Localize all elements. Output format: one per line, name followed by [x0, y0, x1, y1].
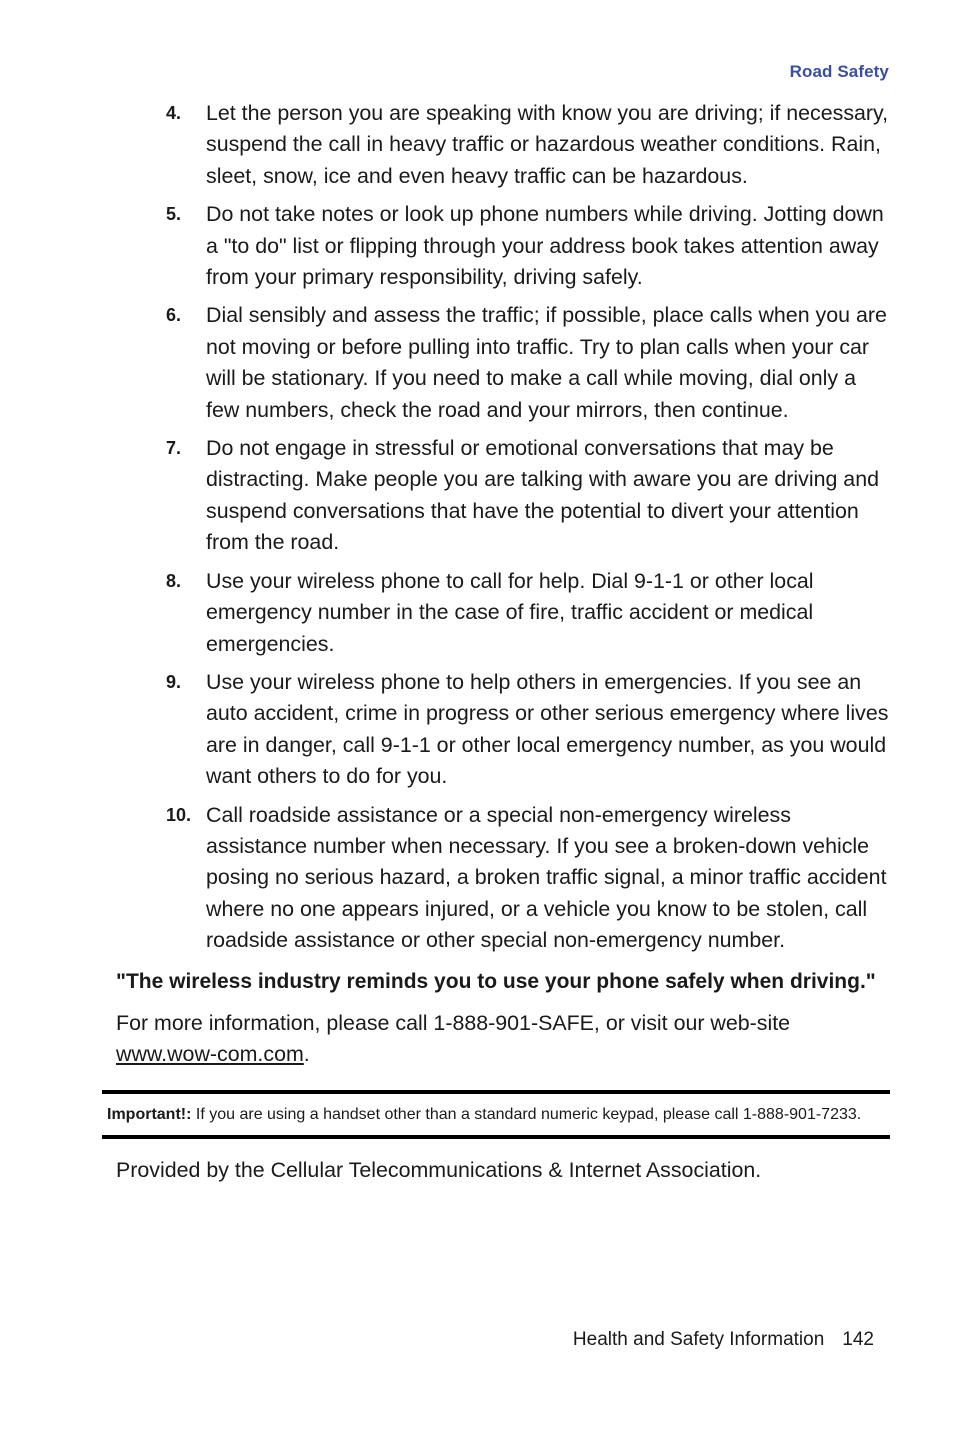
section-header: Road Safety [789, 62, 889, 81]
list-item-text: Dial sensibly and assess the traffic; if possible, place calls when you are not moving or before pulling into traffic. Try to plan calls when your car will be stationary. If you need to make a call while moving, dial only a few numbers, check the road and your mirrors, then continue. [206, 303, 887, 422]
list-item-number: 7. [166, 438, 182, 459]
important-note [107, 1104, 897, 1126]
page-footer [573, 1327, 874, 1353]
more-info-paragraph [116, 1008, 876, 1071]
list-item [166, 800, 891, 957]
list-item [166, 300, 891, 426]
list-item-number: 10. [166, 804, 192, 825]
important-text: If you are using a handset other than a standard numeric keypad, please call 1-888-901-7233. [191, 1106, 862, 1123]
list-item [166, 667, 891, 793]
industry-tagline: "The wireless industry reminds you to use your phone safely when driving." [116, 970, 876, 993]
more-info-period: . [303, 1042, 310, 1067]
list-item-text: Use your wireless phone to help others in emergencies. If you see an auto accident, crime in progress or other serious emergency where lives are in danger, call 9-1-1 or other local emergency number, as you would want others to do for you. [206, 669, 889, 789]
list-item [166, 566, 891, 660]
list-item-text: Let the person you are speaking with know you are driving; if necessary, suspend the call in heavy traffic or hazardous weather conditions. Rain, sleet, snow, ice and even heavy traffic can be hazardous. [206, 101, 889, 188]
list-item-number: 9. [166, 671, 182, 692]
footer-section-title: Health and Safety Information [572, 1329, 825, 1350]
list-item-text: Do not take notes or look up phone numbers while driving. Jotting down a "to do" list or flipping through your address book takes attention away from your primary responsibility, driving safely. [206, 202, 884, 290]
important-top-rule [102, 1090, 890, 1094]
website-link[interactable]: www.wow-com.com [116, 1042, 304, 1067]
list-item-text: Call roadside assistance or a special non-emergency wireless assistance number when necessary. If you see a broken-down vehicle posing no serious hazard, a broken traffic signal, a minor traffic accident where no one appears injured, or a vehicle you know to be stolen, call roadside assistance or other special non-emergency number. [206, 802, 887, 953]
page-number: 142 [842, 1329, 874, 1350]
list-item [166, 98, 891, 192]
list-item [166, 199, 891, 293]
list-item-text: Use your wireless phone to call for help. Dial 9-1-1 or other local emergency number in the case of fire, traffic accident or medical emergencies. [206, 568, 814, 656]
more-info-text: For more information, please call 1-888-901-SAFE, or visit our web-site [116, 1011, 791, 1035]
list-item-number: 5. [166, 204, 182, 225]
important-bottom-rule [102, 1135, 890, 1139]
safety-tips-list [166, 98, 891, 964]
list-item [166, 433, 891, 559]
list-item-text: Do not engage in stressful or emotional conversations that may be distracting. Make people you are talking with aware you are driving and suspend conversations that have the potential to divert your attention from the road. [206, 436, 879, 555]
list-item-number: 6. [166, 305, 182, 326]
provided-by-text: Provided by the Cellular Telecommunications & Internet Association. [116, 1158, 762, 1182]
list-item-number: 4. [166, 103, 182, 123]
important-label: Important!: [107, 1106, 192, 1123]
list-item-number: 8. [166, 570, 182, 591]
